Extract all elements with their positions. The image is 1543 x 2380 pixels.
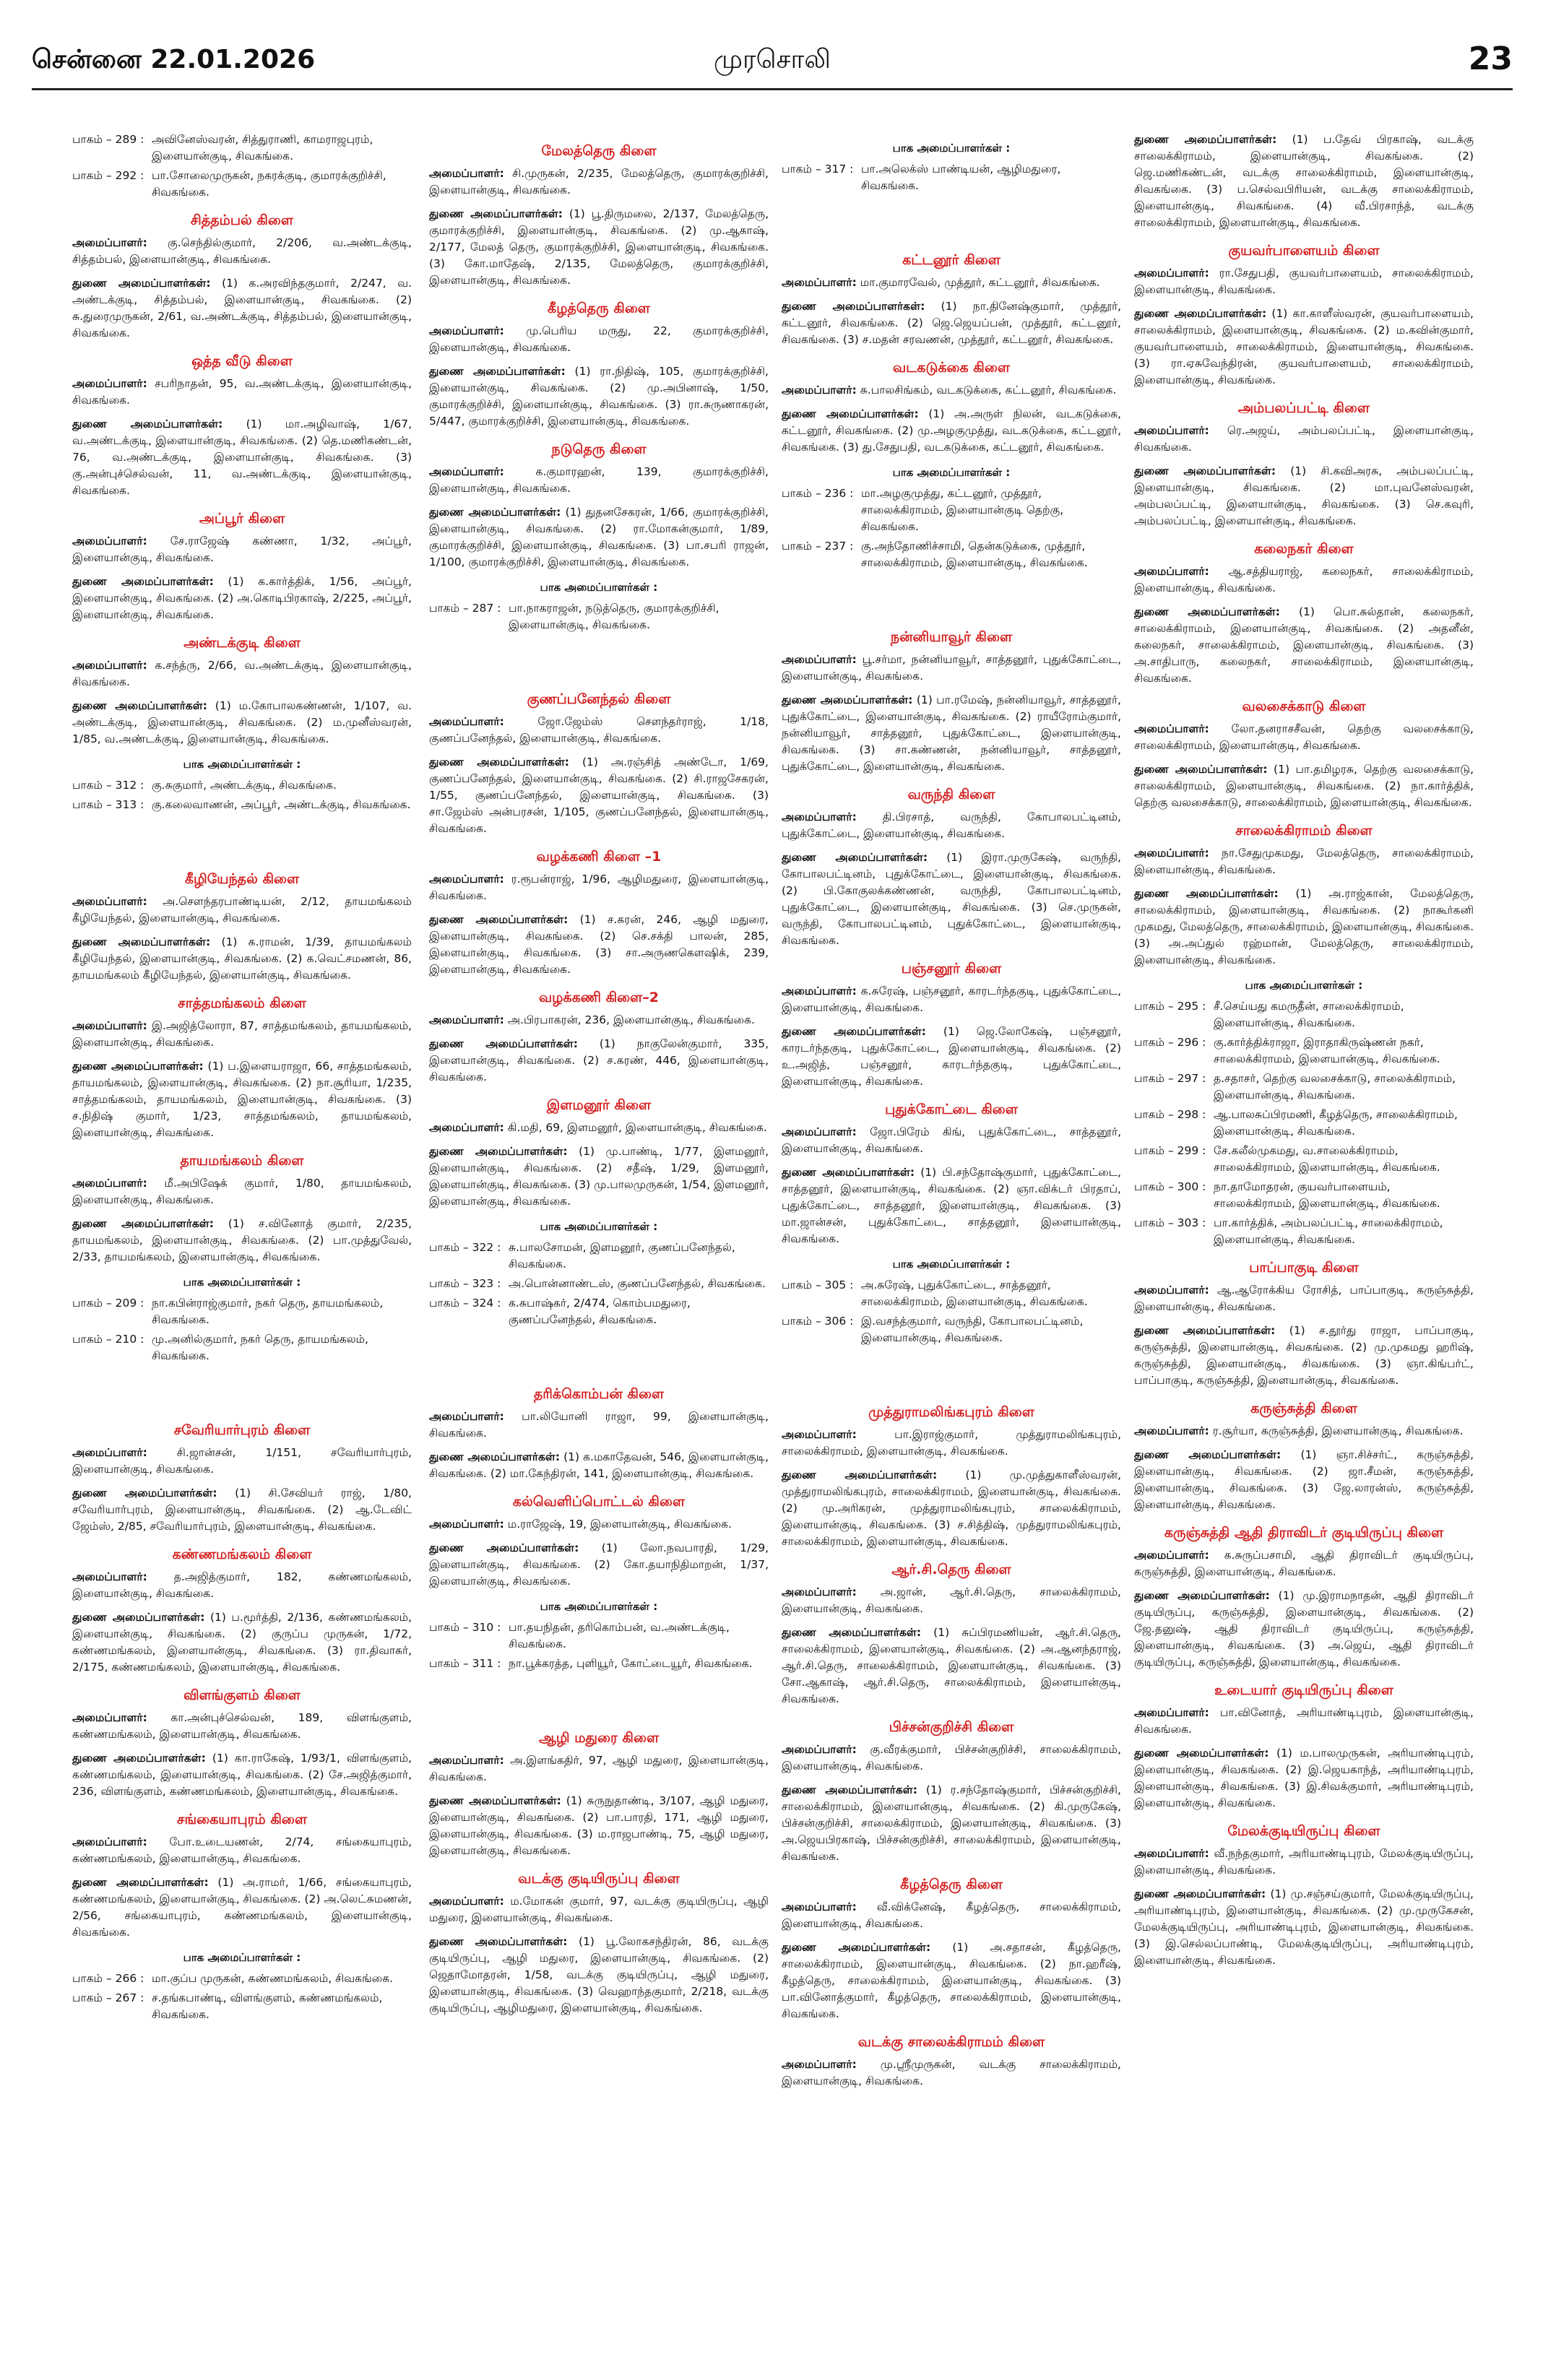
organizer: அமைப்பாளர்: ரெ.அஜய், அம்பலப்பட்டி, இளையான்குடி, சிவகங்கை. [1134,424,1474,454]
deputy-organizers: துணை அமைப்பாளர்கள்: (1) ச.வினோத் குமார், 2/235, தாயமங்கலம், இளையான்குடி, சிவகங்கை. (2) பா.முத்துவேல், 2/33, தாயமங்கலம், இளையான்குடி, சிவகங்கை. [72,1217,412,1263]
deputy-organizers: துணை அமைப்பாளர்கள்: (1) அ.ராமர், 1/66, சங்கையாபுரம், கண்ணமங்கலம், இளையான்குடி, சிவகங்கை. (2) அ.லெட்சுமணன், 2/56, சங்கையாபுரம், கண்ணமங்கலம், இளையான்குடி, சிவகங்கை. [72,1876,412,1939]
branch-heading: வலசைக்காடு கிளை [1242,698,1366,714]
organizer: அமைப்பாளர்: அ.சௌந்தரபாண்டியன், 2/12, தாயமங்கலம் கீழியேந்தல், இளையான்குடி, சிவகங்கை. [72,895,412,925]
deputy-organizers: துணை அமைப்பாளர்கள்: (1) பி.சந்தோஷ்குமார், புதுக்கோட்டை, சாத்தனூர், இளையான்குடி, சிவகங்கை. (2) ஞா.விக்டர் பிரதாப், புதுக்கோட்டை, சாத்தனூர், இளையான்குடி, சிவகங்கை. (3) மா.ஜான்சன், புதுக்கோட்டை, சாத்தனூர், இளையான்குடி, சிவகங்கை. [782,1166,1121,1245]
ward-line: பாகம் – 303 : பா.கார்த்திக், அம்பலப்பட்டி, சாலைக்கிராமம், இளையான்குடி, சிவகங்கை. [1134,1216,1443,1246]
organizer: அமைப்பாளர்: அ.பிரபாகரன், 236, இளையான்குடி, சிவகங்கை. [429,1013,755,1026]
column-1 [72,131,412,2356]
organizer: அமைப்பாளர்: அ.ஜான், ஆர்.சி.தெரு, சாலைக்கிராமம், இளையான்குடி, சிவகங்கை. [782,1585,1121,1615]
branch-heading: பாப்பாகுடி கிளை [1249,1260,1359,1276]
organizer: அமைப்பாளர்: ஆ.சத்தியராஜ், கலைநகர், சாலைக்கிராமம், இளையான்குடி, சிவகங்கை. [1134,565,1474,594]
deputy-organizers: துணை அமைப்பாளர்கள்: (1) க.அரவிந்தகுமார், 2/247, வ. அண்டக்குடி, சித்தம்பல், இளையான்குடி, சிவகங்கை. (2) சு.துரைமுருகன், 2/61, வ.அண்டக்குடி, சித்தம்பல், இளையான்குடி, சிவகங்கை. [72,277,412,339]
branch-heading: அப்பூர் கிளை [199,511,285,527]
ward-heading: பாக அமைப்பாளர்கள் : [892,1258,1011,1271]
deputy-organizers: துணை அமைப்பாளர்கள்: (1) துதனசேகரன், 1/66, குமாரக்குறிச்சி, இளையான்குடி, சிவகங்கை. (2) ரா.மோகன்குமார், 1/89, குமாரக்குறிச்சி, இளையான்குடி, சிவகங்கை. (3) பா.சபரி ராஜன், 1/100, குமாரக்குறிச்சி, இளையான்குடி, சிவகங்கை. [429,506,769,568]
ward-heading: பாக அமைப்பாளர்கள் : [540,1600,658,1613]
ward-heading: பாக அமைப்பாளர்கள் : [540,1220,658,1233]
organizer: அமைப்பாளர்: கு.செந்தில்குமார், 2/206, வ.அண்டக்குடி, சித்தம்பல், இளையான்குடி, சிவகங்கை. [72,236,412,266]
organizer: அமைப்பாளர்: க.குமாரஹன், 139, குமாரக்குறிச்சி, இளையான்குடி, சிவகங்கை. [429,465,769,495]
branch-heading: வருந்தி கிளை [907,787,995,802]
ward-heading: பாக அமைப்பாளர்கள் : [892,466,1011,479]
deputy-organizers: துணை அமைப்பாளர்கள்: (1) இரா.முருகேஷ், வருந்தி, கோபாலபட்டினம், புதுக்கோட்டை, இளையான்குடி, சிவகங்கை. (2) பி.கோகுலக்கண்ணன், வருந்தி, கோபாலபட்டினம், புதுக்கோட்டை, இளையான்குடி, சிவகங்கை. (3) செ.முருகன், வருந்தி, கோபாலபட்டினம், புதுக்கோட்டை, இளையான்குடி, சிவகங்கை. [782,851,1121,947]
organizer: அமைப்பாளர்: ரா.சேதுபதி, குயவர்பாளையம், சாலைக்கிராமம், இளையான்குடி, சிவகங்கை. [1134,267,1474,296]
branch-heading: சாலைக்கிராமம் கிளை [1235,823,1373,839]
deputy-organizers: துணை அமைப்பாளர்கள்: (1) பொ.சுல்தான், கலைநகர், சாலைக்கிராமம், இளையான்குடி, சிவகங்கை. (2) அதனீன், கலைநகர், சாலைக்கிராமம், இளையான்குடி, சிவகங்கை. (3) அ.சாதிபாரு, கலைநகர், சாலைக்கிராமம், இளையான்குடி, சிவகங்கை. [1134,605,1474,685]
ward-line: பாகம் – 305 : அ.சுரேஷ், புதுக்கோட்டை, சாத்தனூர், சாலைக்கிராமம், இளையான்குடி, சிவகங்கை. [782,1278,1088,1308]
ward-line: பாகம் – 323 : அ.பொன்னாண்டஸ், குணப்பனேந்தல், சிவகங்கை. [429,1277,766,1290]
branch-heading: தரிக்கொம்பன் கிளை [533,1386,665,1402]
deputy-organizers: துணை அமைப்பாளர்கள்: (1) சுப்பிரமணியன், ஆர்.சி.தெரு, சாலைக்கிராமம், இளையான்குடி, சிவகங்கை. (2) அ.ஆனந்தராஜ், ஆர்.சி.தெரு, சாலைக்கிராமம், இளையான்குடி, சிவகங்கை. (3) சோ.ஆகாஷ், ஆர்.சி.தெரு, சாலைக்கிராமம், இளையான்குடி, சிவகங்கை. [782,1626,1121,1705]
organizer: அமைப்பாளர்: தி.பிரசாத், வருந்தி, கோபாலபட்டினம், புதுக்கோட்டை, இளையான்குடி, சிவகங்கை. [782,810,1121,840]
organizer: அமைப்பாளர்: சபரிநாதன், 95, வ.அண்டக்குடி, இளையான்குடி, சிவகங்கை. [72,377,412,407]
ward-line: பாகம் – 266 : மா.குப்ப முருகன், கண்ணமங்கலம், சிவகங்கை. [72,1972,394,1985]
organizer: அமைப்பாளர்: பா.இராஜ்குமார், முத்துராமலிங்கபுரம், சாலைக்கிராமம், இளையான்குடி, சிவகங்கை. [782,1428,1121,1458]
branch-heading: உடையார் குடியிருப்பு கிளை [1214,1682,1393,1698]
organizer: அமைப்பாளர்: சு.பாலசிங்கம், வடகடுக்கை, கட்டனூர், சிவகங்கை. [782,384,1117,397]
organizer: அமைப்பாளர்: மு.ஸ்ரீமுருகன், வடக்கு சாலைக்கிராமம், இளையான்குடி, சிவகங்கை. [782,2058,1121,2087]
branch-heading: வழக்கணி கிளை –1 [536,849,662,865]
organizer: அமைப்பாளர்: ர.சூர்யா, கருஞ்சுத்தி, இளையான்குடி, சிவகங்கை. [1134,1424,1464,1437]
organizer: அமைப்பாளர்: பூ.சர்மா, நன்னியாவூர், சாத்தனூர், புதுக்கோட்டை, இளையான்குடி, சிவகங்கை. [782,653,1121,683]
ward-line: பாகம் – 311 : நா.பூக்கரத்த, புளியூர், கோட்டையூர், சிவகங்கை. [429,1657,753,1670]
ward-heading: பாக அமைப்பாளர்கள் : [183,1951,301,1964]
ward-line: பாகம் – 237 : கு.அந்தோணிச்சாமி, தென்கடுக்கை, முத்தூர், சாலைக்கிராமம், இளையான்குடி, சிவகங்கை. [782,540,1088,569]
deputy-organizers: துணை அமைப்பாளர்கள்: (1) ப.தேவ் பிரகாஷ், வடக்கு சாலைக்கிராமம், இளையான்குடி, சிவகங்கை. (2) ஜெ.மணிகண்டன், வடக்கு சாலைக்கிராமம், இளையான்குடி, சிவகங்கை. (3) ப.செல்வபிரியன், வடக்கு சாலைக்கிராமம், இளையான்குடி, சிவகங்கை. (4) வீ.பிரசாந்த், வடக்கு சாலைக்கிராமம், இளையான்குடி, சிவகங்கை. [1134,133,1474,229]
ward-line: பாகம் – 236 : மா.அழகுமுத்து, கட்டனூர், முத்தூர், சாலைக்கிராமம், இளையான்குடி தெற்கு, சிவகங்கை. [782,487,1064,533]
deputy-organizers: துணை அமைப்பாளர்கள்: (1) பா.தமிழரசு, தெற்கு வலசைக்காடு, சாலைக்கிராமம், இளையான்குடி, சிவகங்கை. (2) நா.கார்த்திக், தெற்கு வலசைக்காடு, சாலைக்கிராமம், இளையான்குடி, சிவகங்கை. [1134,763,1474,809]
ward-heading: பாக அமைப்பாளர்கள் : [183,1276,301,1289]
deputy-organizers: துணை அமைப்பாளர்கள்: (1) ப.இளையராஜா, 66, சாத்தமங்கலம், தாயமங்கலம், இளையான்குடி, சிவகங்கை. (2) நா.சூரியா, 1/235, சாத்தமங்கலம், தாயமங்கலம், இளையான்குடி, சிவகங்கை. (3) ச.நிதிஷ் குமார், 1/23, சாத்தமங்கலம், தாயமங்கலம், இளையான்குடி, சிவகங்கை. [72,1060,412,1139]
ward-line: பாகம் – 317 : பா.அலெக்ஸ் பாண்டியன், ஆழிமதுரை, சிவகங்கை. [782,163,1061,192]
organizer: அமைப்பாளர்: சி.முருகன், 2/235, மேலத்தெரு, குமாரக்குறிச்சி, இளையான்குடி, சிவகங்கை. [429,167,769,196]
ward-heading: பாக அமைப்பாளர்கள் : [892,142,1011,155]
ward-line: பாகம் – 312 : கு.சுகுமார், அண்டக்குடி, சிவகங்கை. [72,779,337,792]
deputy-organizers: துணை அமைப்பாளர்கள்: (1) சி.சேவியர் ராஜ், 1/80, சவேரியார்புரம், இளையான்குடி, சிவகங்கை. (2) ஆ.டேவிட் ஜேம்ஸ், 2/85, சவேரியார்புரம், இளையான்குடி, சிவகங்கை. [72,1487,412,1533]
branch-heading: அண்டக்குடி கிளை [183,635,301,651]
organizer: அமைப்பாளர்: வீ.நந்தகுமார், அரியாண்டிபுரம், மேலக்குடியிருப்பு, இளையான்குடி, சிவகங்கை. [1134,1847,1474,1877]
deputy-organizers: துணை அமைப்பாளர்கள்: (1) ஜெ.லோகேஷ், பஞ்சனூர், காரடர்ந்தகுடி, புதுக்கோட்டை, இளையான்குடி, சிவகங்கை. (2) உ.அஜித், பஞ்சனூர், காரடர்ந்தகுடி, புதுக்கோட்டை, இளையான்குடி, சிவகங்கை. [782,1025,1121,1088]
organizer: அமைப்பாளர்: போ.உடையணன், 2/74, சங்கையாபுரம், கண்ணமங்கலம், இளையான்குடி, சிவகங்கை. [72,1835,412,1865]
organizer: அமைப்பாளர்: மா.குமாரவேல், முத்தூர், கட்டனூர், சிவகங்கை. [782,276,1100,289]
ward-line: பாகம் – 324 : க.சுபாஷ்கர், 2/474, கொம்பமதுரை, குணப்பனேந்தல், சிவகங்கை. [429,1297,691,1326]
branch-heading: கருஞ்சுத்தி கிளை [1250,1401,1357,1416]
ward-line: பாகம் – 295 : சீ.செய்யது கமருதீன், சாலைக்கிராமம், இளையான்குடி, சிவகங்கை. [1134,1000,1404,1029]
branch-heading: தாயமங்கலம் கிளை [180,1153,304,1169]
deputy-organizers: துணை அமைப்பாளர்கள்: (1) அ.ராஜ்கான், மேலத்தெரு, சாலைக்கிராமம், இளையான்குடி, சிவகங்கை. (2) நாகூர்கனி முகமது, மேலத்தெரு, சாலைக்கிராமம், இளையான்குடி, சிவகங்கை. (3) அ.அப்துல் ரஹ்மான், மேலத்தெரு, சாலைக்கிராமம், இளையான்குடி, சிவகங்கை. [1134,887,1474,966]
branch-heading: வடகடுக்கை கிளை [892,360,1010,376]
branch-heading: நடுதெரு கிளை [551,441,647,457]
branch-heading: இளமனூர் கிளை [546,1097,652,1113]
ward-line: பாகம் – 289 : அவினேஸ்வரன், சித்துராணி, காமராஜபுரம், இளையான்குடி, சிவகங்கை. [72,133,373,163]
ward-heading: பாக அமைப்பாளர்கள் : [540,581,658,594]
ward-line: பாகம் – 313 : கு.கலைவாணன், அப்பூர், அண்டக்குடி, சிவகங்கை. [72,798,411,811]
organizer: அமைப்பாளர்: மு.பெரிய மருது, 22, குமாரக்குறிச்சி, இளையான்குடி, சிவகங்கை. [429,324,769,354]
deputy-organizers: துணை அமைப்பாளர்கள்: (1) நாகுலேன்குமார், 335, இளையான்குடி, சிவகங்கை. (2) ச.கரண், 446, இளையான்குடி, சிவகங்கை. [429,1037,769,1083]
branch-heading: சித்தம்பல் கிளை [190,212,294,228]
branch-heading: நன்னியாவூர் கிளை [890,629,1013,645]
deputy-organizers: துணை அமைப்பாளர்கள்: (1) க.கார்த்திக், 1/56, அப்பூர், இளையான்குடி, சிவகங்கை. (2) அ.கொடிபிரகாஷ், 2/225, அப்பூர், இளையான்குடி, சிவகங்கை. [72,575,412,621]
branch-heading: ஆழி மதுரை கிளை [538,1730,660,1746]
organizer: அமைப்பாளர்: சி.ஜான்சன், 1/151, சவேரியார்புரம், இளையான்குடி, சிவகங்கை. [72,1446,412,1476]
masthead: முரசொலி [714,45,831,74]
deputy-organizers: துணை அமைப்பாளர்கள்: (1) பூ.லோகசந்திரன், 86, வடக்கு குடியிருப்பு, ஆழி மதுரை, இளையான்குடி, சிவகங்கை. (2) ஜெதாமோதரன், 1/58, வடக்கு குடியிருப்பு, ஆழி மதுரை, இளையான்குடி, சிவகங்கை. (3) வெஹாந்தகுமார், 2/218, வடக்கு குடியிருப்பு, ஆழிமதுரை, இளையான்குடி, சிவகங்கை. [429,1935,769,2015]
deputy-organizers: துணை அமைப்பாளர்கள்: (1) பா.ரமேஷ், நன்னியாவூர், சாத்தனூர், புதுக்கோட்டை, இளையான்குடி, சிவகங்கை. (2) ராயீரோம்குமார், நன்னியாவூர், சாத்தனூர், புதுக்கோட்டை, இளையான்குடி, சிவகங்கை. (3) சா.கண்ணன், நன்னியாவூர், சாத்தனூர், புதுக்கோட்டை, இளையான்குடி, சிவகங்கை. [782,693,1121,773]
branch-heading: சங்கையாபுரம் கிளை [176,1812,308,1827]
deputy-organizers: துணை அமைப்பாளர்கள்: (1) ர.சந்தோஷ்குமார், பிச்சன்குறிச்சி, சாலைக்கிராமம், இளையான்குடி, சிவகங்கை. (2) கி.முருகேஷ், பிச்சன்குறிச்சி, சாலைக்கிராமம், இளையான்குடி, சிவகங்கை. (3) அ.ஜெயபிரகாஷ், பிச்சன்குறிச்சி, சாலைக்கிராமம், இளையான்குடி, சிவகங்கை. [782,1783,1121,1863]
organizer: அமைப்பாளர்: ம.மோகன் குமார், 97, வடக்கு குடியிருப்பு, ஆழி மதுரை, இளையான்குடி, சிவகங்கை. [429,1895,769,1924]
branch-heading: வடக்கு சாலைக்கிராமம் கிளை [857,2034,1045,2050]
ward-line: பாகம் – 306 : இ.வசந்த்குமார், வருந்தி, கோபாலபட்டினம், இளையான்குடி, சிவகங்கை. [782,1315,1084,1344]
column-4 [1134,131,1474,2356]
organizer: அமைப்பாளர்: இ.அஜித்லோரா, 87, சாத்தமங்கலம், தாயமங்கலம், இளையான்குடி, சிவகங்கை. [72,1019,412,1049]
organizer: அமைப்பாளர்: நா.சேதுமுகமது, மேலத்தெரு, சாலைக்கிராமம், இளையான்குடி, சிவகங்கை. [1134,847,1474,876]
branch-heading: ஒத்த வீடு கிளை [191,353,293,369]
branch-heading: ஆர்.சி.தெரு கிளை [891,1562,1011,1578]
branch-heading: புதுக்கோட்டை கிளை [885,1102,1018,1117]
branch-heading: மேலக்குடியிருப்பு கிளை [1227,1823,1380,1839]
branch-heading: கருஞ்சுத்தி ஆதி திராவிடர் குடியிருப்பு கிளை [1164,1525,1444,1541]
branch-heading: கண்ணமங்கலம் கிளை [172,1546,312,1562]
ward-line: பாகம் – 298 : ஆ.பாலசுப்பிரமணி, கீழத்தெரு, சாலைக்கிராமம், இளையான்குடி, சிவகங்கை. [1134,1108,1458,1138]
organizer: அமைப்பாளர்: மீ.அபிஷேக் குமார், 1/80, தாயமங்கலம், இளையான்குடி, சிவகங்கை. [72,1177,412,1206]
branch-heading: அம்பலப்பட்டி கிளை [1237,400,1370,416]
branch-heading: விளங்குளம் கிளை [183,1687,301,1703]
organizer: அமைப்பாளர்: ர.ரூபன்ராஜ், 1/96, ஆழிமதுரை, இளையான்குடி, சிவகங்கை. [429,873,769,902]
deputy-organizers: துணை அமைப்பாளர்கள்: (1) மு.இராமநாதன், ஆதி திராவிடர் குடியிருப்பு, கருஞ்சுத்தி, இளையான்குடி, சிவகங்கை. (2) ஜே.தனுஷ், ஆதி திராவிடர் குடியிருப்பு, கருஞ்சுத்தி, இளையான்குடி, சிவகங்கை. (3) அ.ஜெய், ஆதி திராவிடர் குடியிருப்பு, கருஞ்சுத்தி, இளையான்குடி, சிவகங்கை. [1134,1589,1474,1669]
page-header [32,30,1513,81]
organizer: அமைப்பாளர்: த.அஜித்குமார், 182, கண்ணமங்கலம், இளையான்குடி, சிவகங்கை. [72,1570,412,1600]
branch-heading: வடக்கு குடியிருப்பு கிளை [518,1871,680,1887]
branch-heading: குணப்பனேந்தல் கிளை [527,691,671,707]
header-rule [32,88,1513,90]
organizer: அமைப்பாளர்: ஜோ.ஜேம்ஸ் சௌந்தர்ராஜ், 1/18, குணப்பனேந்தல், இளையான்குடி, சிவகங்கை. [429,715,769,745]
deputy-organizers: துணை அமைப்பாளர்கள்: (1) ப.மூர்த்தி, 2/136, கண்ணமங்கலம், இளையான்குடி, சிவகங்கை. (2) குருப்ப முருகன், 1/72, கண்ணமங்கலம், இளையான்குடி, சிவகங்கை. (3) ரா.திவாகர், 2/175, கண்ணமங்கலம், இளையான்குடி, சிவகங்கை. [72,1611,412,1674]
deputy-organizers: துணை அமைப்பாளர்கள்: (1) ம.கோபாலகண்ணன், 1/107, வ. அண்டக்குடி, இளையான்குடி, சிவகங்கை. (2) ம.முனீஸ்வரன், 1/85, வ.அண்டக்குடி, இளையான்குடி, சிவகங்கை. [72,699,412,745]
branch-heading: குயவர்பாளையம் கிளை [1228,243,1380,259]
deputy-organizers: துணை அமைப்பாளர்கள்: (1) மு.முத்துகாளீஸ்வரன், முத்துராமலிங்கபுரம், சாலைக்கிராமம், இளையான்குடி, சிவகங்கை. (2) மு.அரிகரன், முத்துராமலிங்கபுரம், சாலைக்கிராமம், இளையான்குடி, சிவகங்கை. (3) ச.சித்திஷ், முத்துராமலிங்கபுரம், சாலைக்கிராமம், இளையான்குடி, சிவகங்கை. [782,1468,1121,1548]
deputy-organizers: துணை அமைப்பாளர்கள்: (1) ஞா.சிச்சர்ட், கருஞ்சுத்தி, இளையான்குடி, சிவகங்கை. (2) ஜா.சீமன், கருஞ்சுத்தி, இளையான்குடி, சிவகங்கை. (3) ஜே.லாரன்ஸ், கருஞ்சுத்தி, இளையான்குடி, சிவகங்கை. [1134,1448,1474,1511]
ward-line: பாகம் – 292 : பா.சோலைமுருகன், நகரக்குடி, குமாரக்குறிச்சி, சிவகங்கை. [72,169,386,199]
organizer: அமைப்பாளர்: க.சந்த்ரு, 2/66, வ.அண்டக்குடி, இளையான்குடி, சிவகங்கை. [72,659,412,688]
organizer: அமைப்பாளர்: கா.அன்புச்செல்வன், 189, விளங்குளம், கண்ணமங்கலம், இளையான்குடி, சிவகங்கை. [72,1711,412,1741]
deputy-organizers: துணை அமைப்பாளர்கள்: (1) சுருநுதாண்டி, 3/107, ஆழி மதுரை, இளையான்குடி, சிவகங்கை. (2) பா.பாரதி, 171, ஆழி மதுரை, இளையான்குடி, சிவகங்கை. (3) ம.ராஜபாண்டி, 75, ஆழி மதுரை, இளையான்குடி, சிவகங்கை. [429,1794,769,1857]
ward-line: பாகம் – 267 : ச.தங்கபாண்டி, விளங்குளம், கண்ணமங்கலம், சிவகங்கை. [72,1991,383,2021]
ward-line: பாகம் – 299 : சே.கலீல்முகமது, வ.சாலைக்கிராமம், சாலைக்கிராமம், இளையான்குடி, சிவகங்கை. [1134,1144,1440,1174]
deputy-organizers: துணை அமைப்பாளர்கள்: (1) அ.ரஞ்சித் அண்டோ, 1/69, குணப்பனேந்தல், இளையான்குடி, சிவகங்கை. (2) சி.ராஜசேகரன், 1/55, குணப்பனேந்தல், இளையான்குடி, சிவகங்கை. (3) சா.ஜேம்ஸ் அன்பரசன், 1/105, குணப்பனேந்தல், இளையான்குடி, சிவகங்கை. [429,756,769,835]
branch-heading: மேலத்தெரு கிளை [541,143,657,159]
deputy-organizers: துணை அமைப்பாளர்கள்: (1) மு.சஞ்சய்குமார், மேலக்குடியிருப்பு, அரியாண்டிபுரம், இளையான்குடி, சிவகங்கை. (2) மு.முருகேசன், மேலக்குடியிருப்பு, அரியாண்டிபுரம், இளையான்குடி, சிவகங்கை. (3) இ.செல்லப்பாண்டி, மேலக்குடியிருப்பு, அரியாண்டிபுரம், இளையான்குடி, சிவகங்கை. [1134,1887,1474,1967]
organizer: அமைப்பாளர்: கி.மதி, 69, இளமனூர், இளையான்குடி, சிவகங்கை. [429,1121,767,1134]
ward-line: பாகம் – 322 : சு.பாலசோமன், இளமனூர், குணப்பனேந்தல், சிவகங்கை. [429,1241,735,1271]
column-3 [782,131,1121,2356]
organizer: அமைப்பாளர்: க.சுருப்பசாமி, ஆதி திராவிடர் குடியிருப்பு, கருஞ்சுத்தி, இளையான்குடி, சிவகங்கை. [1134,1549,1474,1578]
organizer: அமைப்பாளர்: வீ.விக்னேஷ், கீழத்தெரு, சாலைக்கிராமம், இளையான்குடி, சிவகங்கை. [782,1900,1121,1930]
ward-line: பாகம் – 287 : பா.நாகராஜன், நடுத்தெரு, குமாரக்குறிச்சி, இளையான்குடி, சிவகங்கை. [429,602,719,631]
branch-heading: கீழத்தெரு கிளை [900,1877,1003,1892]
branch-heading: கட்டனூர் கிளை [902,252,1000,268]
organizer: அமைப்பாளர்: க.சுரேஷ், பஞ்சனூர், காரடர்ந்தகுடி, புதுக்கோட்டை, இளையான்குடி, சிவகங்கை. [782,985,1121,1014]
ward-heading: பாக அமைப்பாளர்கள் : [1245,979,1363,992]
organizer: அமைப்பாளர்: ஜோ.பிரேம் கிங், புதுக்கோட்டை, சாத்தனூர், இளையான்குடி, சிவகங்கை. [782,1125,1121,1155]
ward-line: பாகம் – 297 : த.சதாசர், தெற்கு வலசைக்காடு, சாலைக்கிராமம், இளையான்குடி, சிவகங்கை. [1134,1072,1456,1102]
ward-line: பாகம் – 209 : நா.கபின்ராஜ்குமார், நகர் தெரு, தாயமங்கலம், சிவகங்கை. [72,1297,384,1326]
ward-line: பாகம் – 296 : கு.கார்த்திக்ராஜா, இராதாகிருஷ்ணன் நகர், சாலைக்கிராமம், இளையான்குடி, சிவகங்கை. [1134,1036,1440,1065]
ward-heading: பாக அமைப்பாளர்கள் : [183,758,301,771]
deputy-organizers: துணை அமைப்பாளர்கள்: (1) அ.சதாசன், கீழத்தெரு, சாலைக்கிராமம், இளையான்குடி, சிவகங்கை. (2) நா.ஹரீஷ், கீழத்தெரு, சாலைக்கிராமம், இளையான்குடி, சிவகங்கை. (3) பா.வினோத்குமார், கீழத்தெரு, சாலைக்கிராமம், இளையான்குடி, சிவகங்கை. [782,1941,1121,2020]
branch-heading: சாத்தமங்கலம் கிளை [178,995,306,1011]
deputy-organizers: துணை அமைப்பாளர்கள்: (1) கா.காளீஸ்வரன், குயவர்பாளையம், சாலைக்கிராமம், இளையான்குடி, சிவகங்கை. (2) ம.கவின்குமார், குயவர்பாளையம், சாலைக்கிராமம், இளையான்குடி, சிவகங்கை. (3) ரா.ஏசுவேந்திரன், குயவர்பாளையம், சாலைக்கிராமம், இளையான்குடி, சிவகங்கை. [1134,307,1474,386]
organizer: அமைப்பாளர்: கு.வீரக்குமார், பிச்சன்குறிச்சி, சாலைக்கிராமம், இளையான்குடி, சிவகங்கை. [782,1743,1121,1773]
branch-heading: சவேரியார்புரம் கிளை [173,1422,311,1438]
deputy-organizers: துணை அமைப்பாளர்கள்: (1) ரா.நிதிஷ், 105, குமாரக்குறிச்சி, இளையான்குடி, சிவகங்கை. (2) மு.அபினாஷ், 1/50, குமாரக்குறிச்சி, இளையான்குடி, சிவகங்கை. (3) ரா.சுருணாகரன், 5/447, குமாரக்குறிச்சி, இளையான்குடி, சிவகங்கை. [429,365,769,428]
organizer: அமைப்பாளர்: அ.இளங்கதிர், 97, ஆழி மதுரை, இளையான்குடி, சிவகங்கை. [429,1754,769,1783]
deputy-organizers: துணை அமைப்பாளர்கள்: (1) க.மகாதேவன், 546, இளையான்குடி, சிவகங்கை. (2) மா.கேந்திரன், 141, இளையான்குடி, சிவகங்கை. [429,1450,769,1480]
deputy-organizers: துணை அமைப்பாளர்கள்: (1) மா.அழிவாஷ், 1/67, வ.அண்டக்குடி, இளையான்குடி, சிவகங்கை. (2) தெ.மணிகண்டன், 76, வ.அண்டக்குடி, இளையான்குடி, சிவகங்கை. (3) கு.அன்புச்செல்வன், 11, வ.அண்டக்குடி, இளையான்குடி, சிவகங்கை. [72,417,412,497]
organizer: அமைப்பாளர்: சே.ராஜேஷ் கண்ணா, 1/32, அப்பூர், இளையான்குடி, சிவகங்கை. [72,535,412,564]
organizer: அமைப்பாளர்: பா.லியோனி ராஜா, 99, இளையான்குடி, சிவகங்கை. [429,1410,769,1440]
organizer: அமைப்பாளர்: பா.வினோத், அரியாண்டிபுரம், இளையான்குடி, சிவகங்கை. [1134,1706,1474,1736]
deputy-organizers: துணை அமைப்பாளர்கள்: (1) அ.அருள் நிலன், வடகடுக்கை, கட்டனூர், சிவகங்கை. (2) மு.அழகுமுத்து, வடகடுக்கை, கட்டனூர், சிவகங்கை. (3) து.சேதுபதி, வடகடுக்கை, கட்டனூர், சிவகங்கை. [782,407,1121,454]
organizer: அமைப்பாளர்: ஆ.ஆரோக்கிய ரோசித், பாப்பாகுடி, கருஞ்சுத்தி, இளையான்குடி, சிவகங்கை. [1134,1284,1474,1313]
column-2 [429,131,769,2356]
branch-heading: பிச்சன்குறிச்சி கிளை [889,1719,1014,1735]
deputy-organizers: துணை அமைப்பாளர்கள்: (1) லோ.நவபாரதி, 1/29, இளையான்குடி, சிவகங்கை. (2) கோ.தயாநிதிமாறன், 1/37, இளையான்குடி, சிவகங்கை. [429,1541,769,1588]
ward-line: பாகம் – 300 : நா.தாமோதரன், குயவர்பாளையம், சாலைக்கிராமம், இளையான்குடி, சிவகங்கை. [1134,1180,1440,1210]
deputy-organizers: துணை அமைப்பாளர்கள்: (1) பூ.திருமலை, 2/137, மேலத்தெரு, குமாரக்குறிச்சி, இளையான்குடி, சிவகங்கை. (2) மு.ஆகாஷ், 2/177, மேலத் தெரு, குமாரக்குறிச்சி, இளையான்குடி, சிவகங்கை. (3) கோ.மாதேஷ், 2/135, மேலத்தெரு, குமாரக்குறிச்சி, இளையான்குடி, சிவகங்கை. [429,207,769,287]
deputy-organizers: துணை அமைப்பாளர்கள்: (1) ச.தூர்து ராஜா, பாப்பாகுடி, கருஞ்சுத்தி, இளையான்குடி, சிவகங்கை. (2) மு.முகமது ஹரிஷ், கருஞ்சுத்தி, இளையான்குடி, சிவகங்கை. (3) ஞா.கிங்பர்ட், பாப்பாகுடி, கருஞ்சுத்தி, இளையான்குடி, சிவகங்கை. [1134,1324,1474,1387]
deputy-organizers: துணை அமைப்பாளர்கள்: (1) ம.பாலமுருகன், அரியாண்டிபுரம், இளையான்குடி, சிவகங்கை. (2) இ.ஜெயகாந்த், அரியாண்டிபுரம், இளையான்குடி, சிவகங்கை. (3) இ.சிவக்குமார், அரியாண்டிபுரம், இளையான்குடி, சிவகங்கை. [1134,1747,1474,1809]
deputy-organizers: துணை அமைப்பாளர்கள்: (1) க.ராமன், 1/39, தாயமங்கலம் கீழியேந்தல், இளையான்குடி, சிவகங்கை. (2) க.வெட்சமணன், 86, தாயமங்கலம் கீழியேந்தல், இளையான்குடி, சிவகங்கை. [72,935,412,982]
branch-heading: கீழத்தெரு கிளை [548,300,650,316]
date-line: சென்னை 22.01.2026 [32,45,316,74]
organizer: அமைப்பாளர்: ம.ராஜேஷ், 19, இளையான்குடி, சிவகங்கை. [429,1518,732,1531]
ward-line: பாகம் – 310 : பா.தயநிதன், தரிகொம்பன், வ.அண்டக்குடி, சிவகங்கை. [429,1621,730,1650]
ward-line: பாகம் – 210 : மு.அனில்குமார், நகர் தெரு, தாயமங்கலம், சிவகங்கை. [72,1333,368,1362]
deputy-organizers: துணை அமைப்பாளர்கள்: (1) சி.கவிஅரசு, அம்பலப்பட்டி, இளையான்குடி, சிவகங்கை. (2) மா.புவனேஸ்வரன், அம்பலப்பட்டி, இளையான்குடி, சிவகங்கை. (3) செ.கவுரி, அம்பலப்பட்டி, இளையான்குடி, சிவகங்கை. [1134,464,1474,527]
branch-heading: கீழியேந்தல் கிளை [184,871,300,887]
branch-heading: பஞ்சனூர் கிளை [901,961,1002,977]
organizer: அமைப்பாளர்: லோ.தனராசசீவன், தெற்கு வலசைக்காடு, சாலைக்கிராமம், இளையான்குடி, சிவகங்கை. [1134,722,1474,752]
branch-heading: கலைநகர் கிளை [1254,541,1354,557]
deputy-organizers: துணை அமைப்பாளர்கள்: (1) கா.ராகேஷ், 1/93/1, விளங்குளம், கண்ணமங்கலம், இளையான்குடி, சிவகங்கை. (2) சே.அஜித்குமார், 236, விளங்குளம், கண்ணமங்கலம், இளையான்குடி, சிவகங்கை. [72,1752,412,1798]
deputy-organizers: துணை அமைப்பாளர்கள்: (1) நா.தினேஷ்குமார், முத்தூர், கட்டனூர், சிவகங்கை. (2) ஜெ.ஜெயப்பன், முத்தூர், கட்டனூர், சிவகங்கை. (3) ச.மதன் சரவணன், முத்தூர், கட்டனூர், சிவகங்கை. [782,300,1121,346]
branch-heading: கல்வெளிப்பொட்டல் கிளை [512,1494,686,1510]
deputy-organizers: துணை அமைப்பாளர்கள்: (1) ச.கரன், 246, ஆழி மதுரை, இளையான்குடி, சிவகங்கை. (2) செ.சக்தி பாலன், 285, இளையான்குடி, சிவகங்கை. (3) சா.அருணகௌஷிக், 239, இளையான்குடி, சிவகங்கை. [429,913,769,976]
branch-heading: முத்துராமலிங்கபுரம் கிளை [868,1404,1034,1420]
page-number: 23 [1468,40,1513,77]
deputy-organizers: துணை அமைப்பாளர்கள்: (1) மு.பாண்டி, 1/77, இளமனூர், இளையான்குடி, சிவகங்கை. (2) சதீஷ், 1/29, இளமனூர், இளையான்குடி, சிவகங்கை. (3) மு.பாலமுருகன், 1/54, இளமனூர், இளையான்குடி, சிவகங்கை. [429,1145,769,1208]
branch-heading: வழக்கணி கிளை–2 [538,990,660,1005]
